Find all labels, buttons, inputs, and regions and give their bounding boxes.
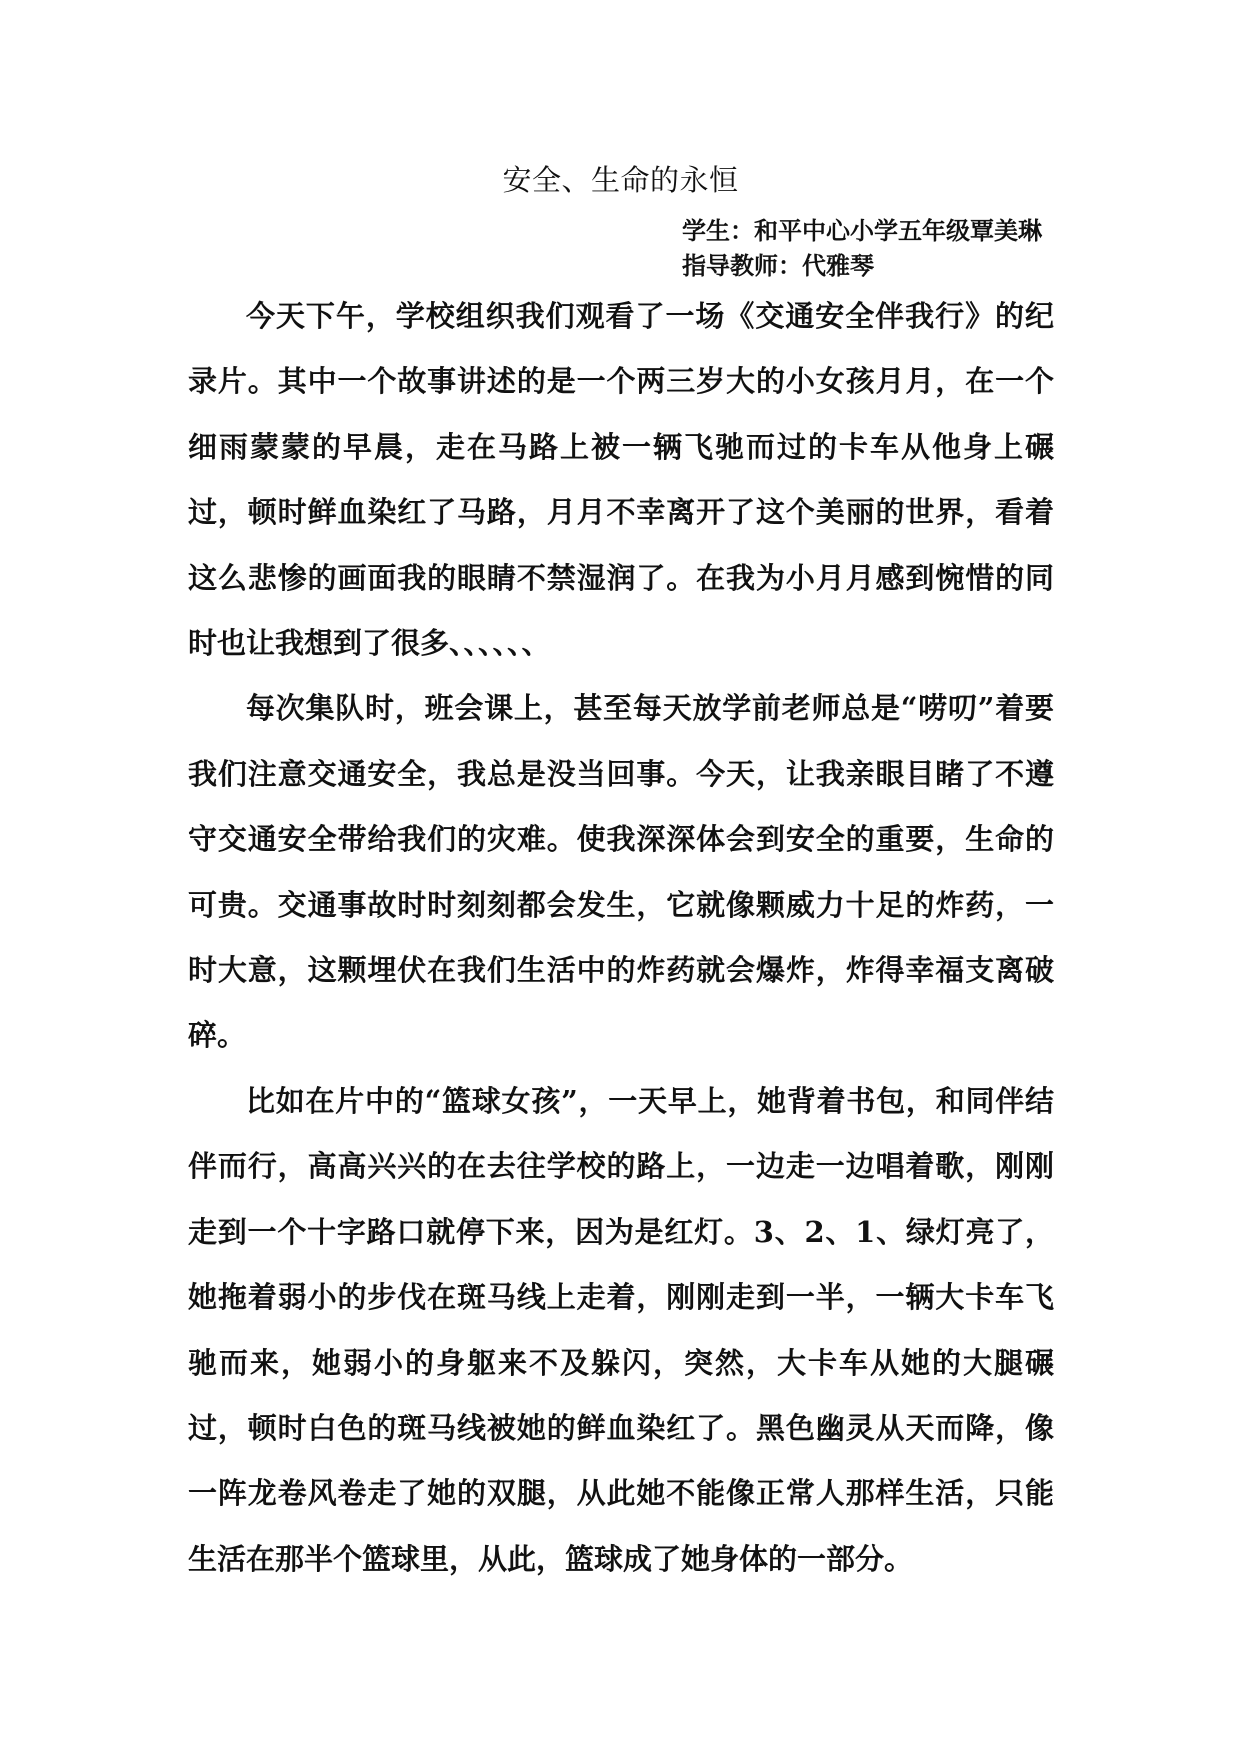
document-title: 安全、生命的永恒 bbox=[502, 163, 739, 197]
student-byline: 学生：和平中心小学五年级覃美琳 bbox=[682, 216, 1042, 245]
paragraph: 每次集队时，班会课上，甚至每天放学前老师总是“唠叨”着要我们注意交通安全，我总是没当回事。今天，让我亲眼目睹了不遵守交通安全带给我们的灾难。使我深深体会到安全的重要，生命的可贵。交通事故时时刻刻都会发生，它就像颗威力十足的炸药，一时大意，这颗埋伏在我们生活中的炸药就会爆炸，炸得幸福支离破碎。 bbox=[188, 691, 1054, 1053]
teacher-byline: 指导教师：代雅琴 bbox=[682, 251, 874, 280]
paragraph: 比如在片中的“篮球女孩”，一天早上，她背着书包，和同伴结伴而行，高高兴兴的在去往学校的路上，一边走一边唱着歌，刚刚走到一个十字路口就停下来，因为是红灯。3、2、1、绿灯亮了，她拖着弱小的步伐在斑马线上走着，刚刚走到一半，一辆大卡车飞驰而来，她弱小的身躯来不及躲闪，突然，大卡车从她的大腿碾过，顿时白色的斑马线被她的鲜血染红了。黑色幽灵从天而降，像一阵龙卷风卷走了她的双腿，从此她不能像正常人那样生活，只能生活在那半个篮球里，从此，篮球成了她身体的一部分。 bbox=[188, 1083, 1054, 1576]
essay-body bbox=[188, 284, 1054, 1592]
paragraph: 今天下午，学校组织我们观看了一场《交通安全伴我行》的纪录片。其中一个故事讲述的是一个两三岁大的小女孩月月，在一个细雨蒙蒙的早晨，走在马路上被一辆飞驰而过的卡车从他身上碾过，顿时鲜血染红了马路，月月不幸离开了这个美丽的世界，看着这么悲惨的画面我的眼睛不禁湿润了。在我为小月月感到惋惜的同时也让我想到了很多、、、、、、 bbox=[188, 299, 1054, 661]
